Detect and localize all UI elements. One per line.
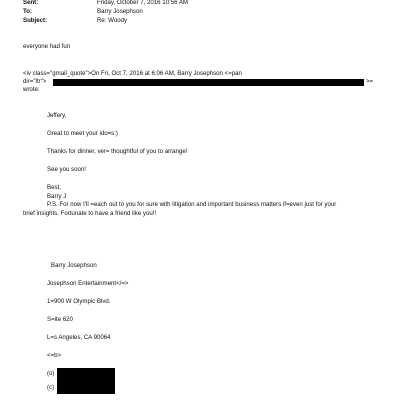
message-greeting: Jeffery, xyxy=(47,112,67,119)
phone-redaction xyxy=(57,368,115,394)
sent-label: Sent: xyxy=(23,0,39,6)
quote-line-1: <iv class="gmail_quote">On Fri, Oct 7, 2016 at 6:06 AM, Barry Josephson <=pan xyxy=(23,70,242,77)
quote-line-2-prefix: dir="ltr"> xyxy=(23,78,47,85)
message-line-3: See you soon! xyxy=(47,166,86,173)
quote-line-3: wrote: xyxy=(23,86,40,93)
quote-line-2-suffix: >= xyxy=(366,78,374,85)
subject-label: Subject: xyxy=(23,17,48,24)
redaction-bar xyxy=(53,79,364,86)
signature-company: Josephson Entertainment</=> xyxy=(47,280,129,287)
message-name: Barry J xyxy=(47,193,67,200)
signature-name: Barry Josephson xyxy=(51,262,97,269)
message-line-2: Thanks for dinner, ver= thoughtful of you to arrange! xyxy=(47,148,188,155)
subject-value: Re: Woody xyxy=(97,17,128,24)
reply-line: everyone had fun xyxy=(23,43,71,50)
message-ps-line-1: P.S. For now I'll =each out to you for sure with litigation and important business matters if=even just for your xyxy=(47,201,337,208)
office-phone-label: (o) xyxy=(47,370,55,377)
to-label: To: xyxy=(23,8,33,15)
message-ps-line-2: brief insights. Fortunate to have a friend like you!! xyxy=(23,210,157,217)
sent-value: Friday, October 7, 2016 10:56 AM xyxy=(97,0,189,6)
cell-phone-label: (c) xyxy=(47,384,55,391)
message-line-1: Great to meet your ido=s:) xyxy=(47,130,118,137)
signature-address-2: S=ite 620 xyxy=(47,316,73,323)
signature-address-1: 1=900 W Olympic Blvd. xyxy=(47,298,111,305)
to-value: Barry Josephson xyxy=(97,8,143,15)
signature-tag: <=b> xyxy=(47,352,62,359)
signature-city: L=s Angeles, CA 90064 xyxy=(47,334,111,341)
message-closing: Best, xyxy=(47,184,61,191)
